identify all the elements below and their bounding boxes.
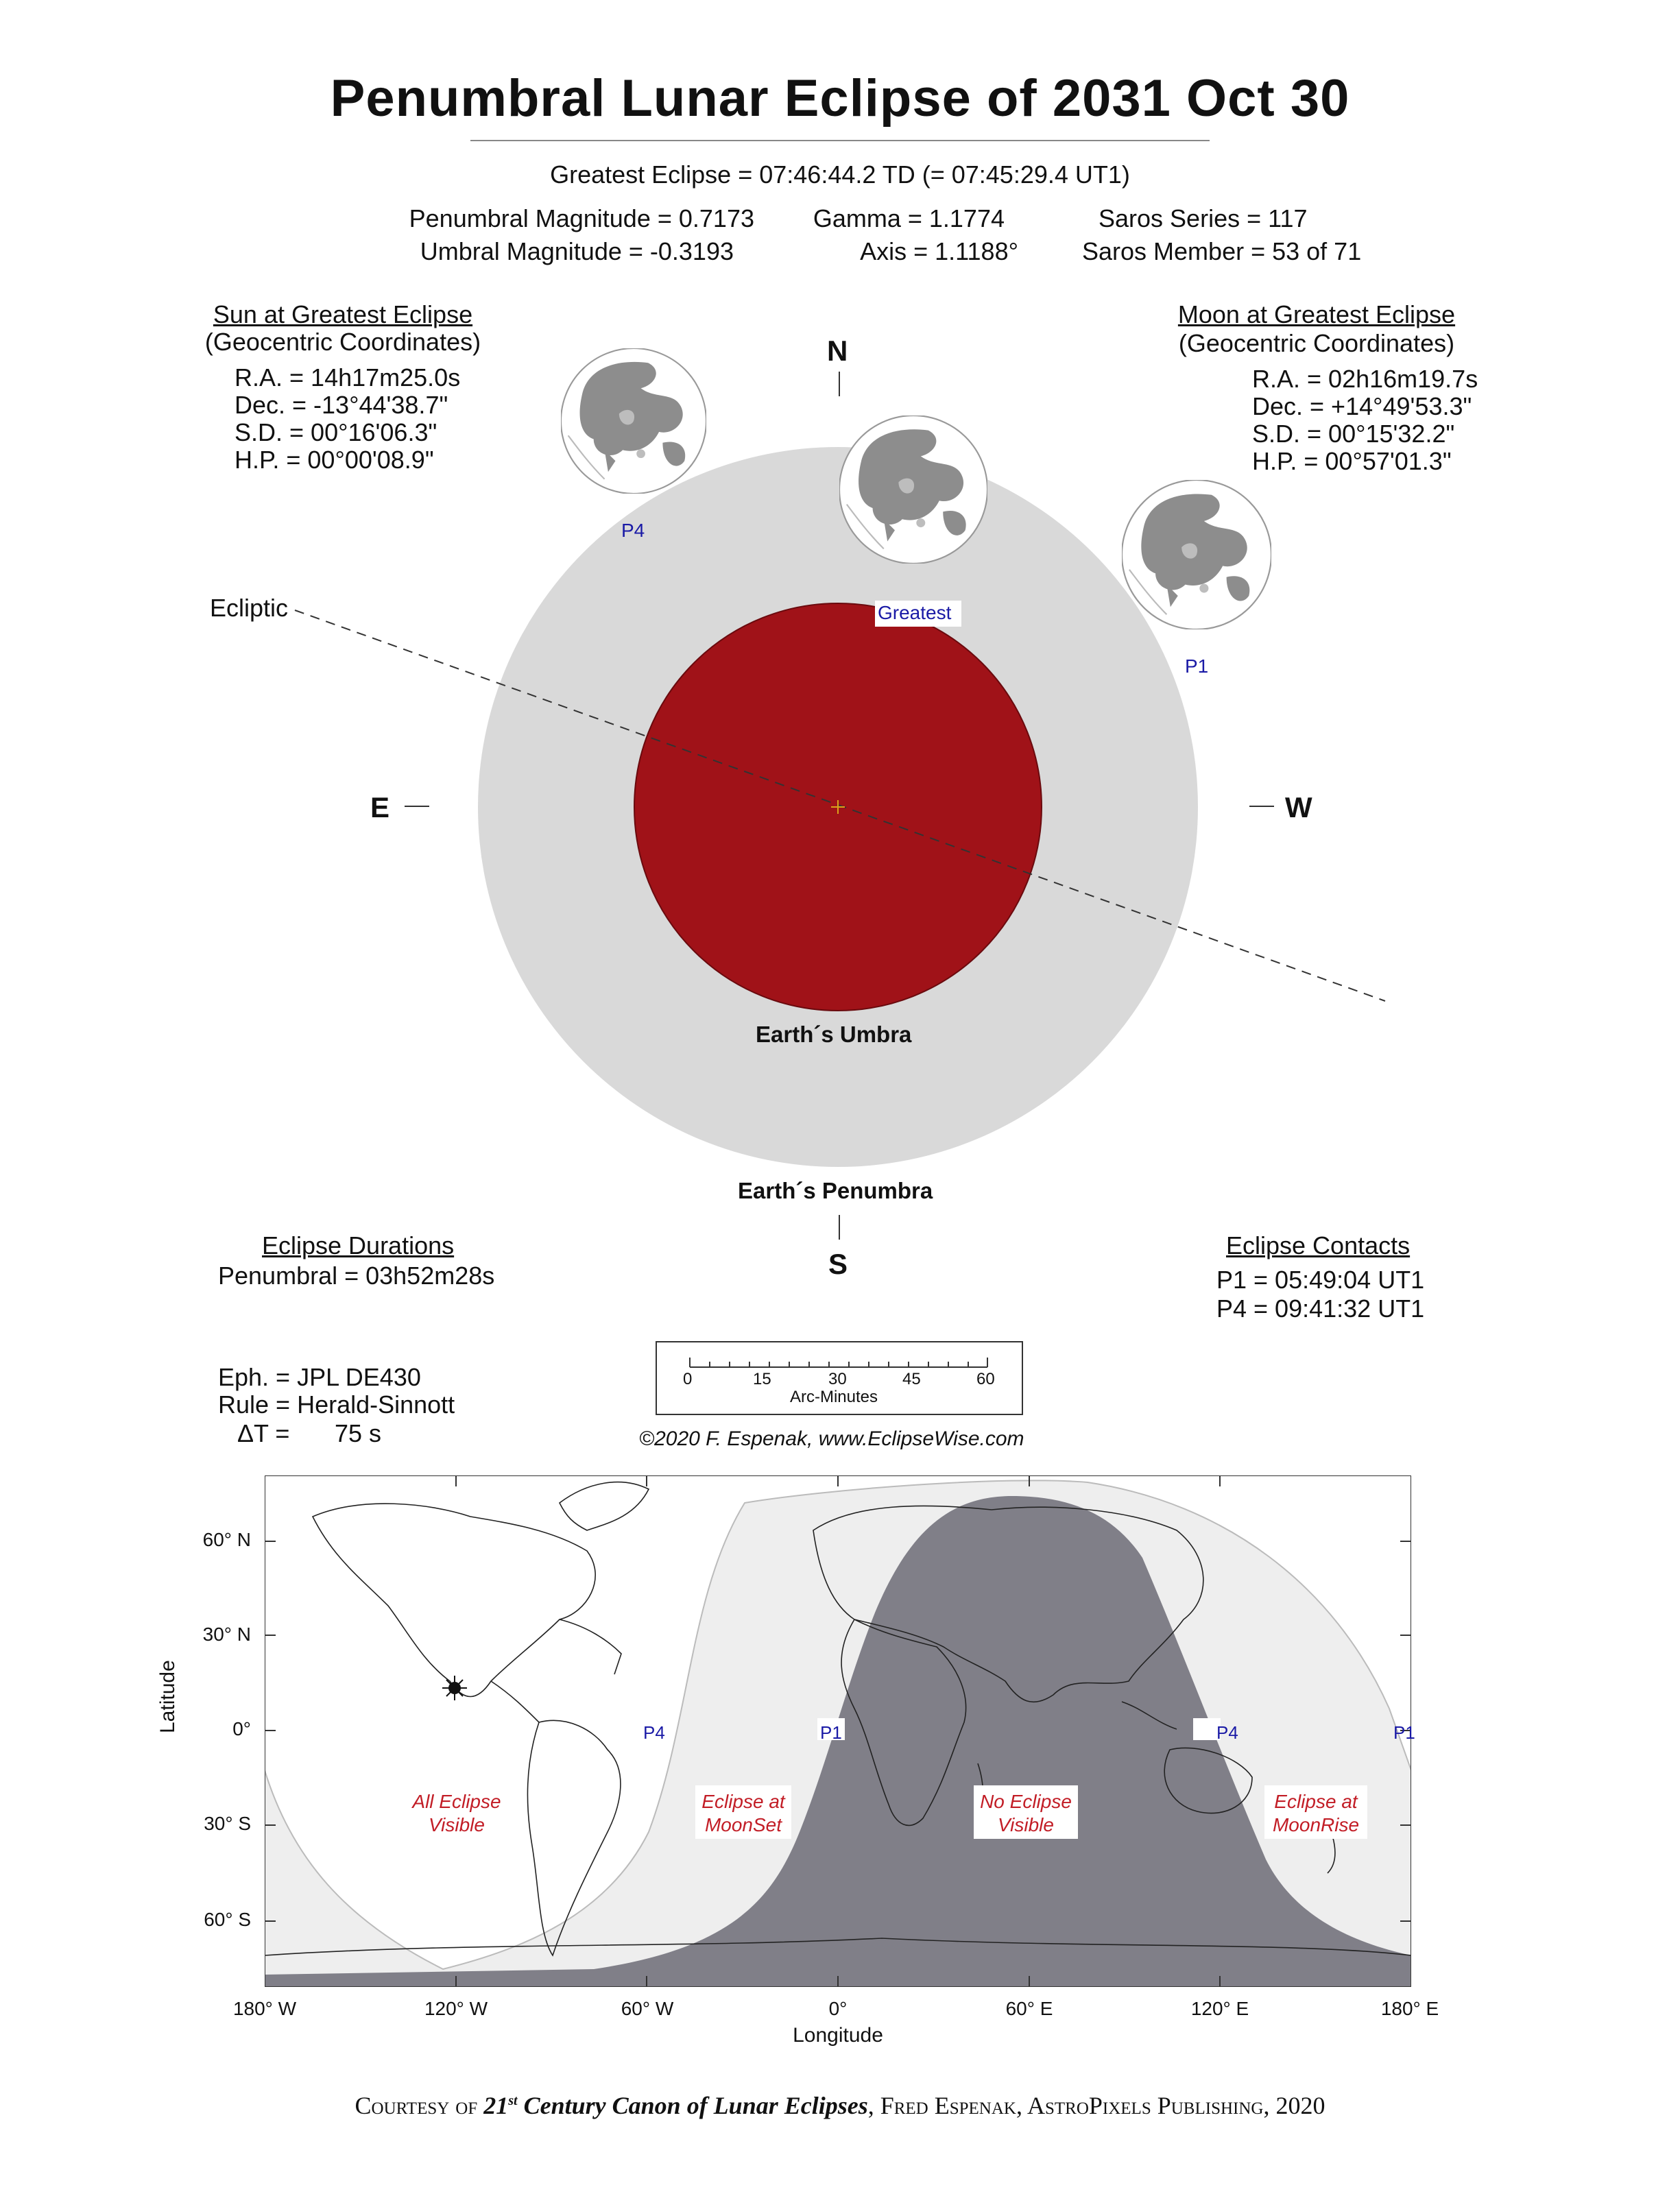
scale-tick-60: 60 [976, 1370, 995, 1388]
saros-series: Saros Series = 117 [1099, 204, 1308, 232]
copyright: ©2020 F. Espenak, www.EclipseWise.com [639, 1427, 1024, 1450]
lat-tick-30s: 30° S [204, 1813, 251, 1834]
moon-hp: H.P. = 00°57'01.3" [1252, 447, 1452, 475]
credit-rest: , Fred Espenak, AstroPixels Publishing, 2020 [867, 2092, 1325, 2119]
moon-heading: Moon at Greatest Eclipse [1177, 300, 1456, 328]
page-title: Penumbral Lunar Eclipse of 2031 Oct 30 [330, 69, 1350, 128]
map-marker-p4-west: P4 [643, 1722, 665, 1743]
contact-p4: P4 = 09:41:32 UT1 [1216, 1294, 1425, 1323]
p4-moon-label: P4 [621, 520, 645, 541]
lon-tick-120w: 120° W [424, 1998, 488, 2019]
map-x-axis-label: Longitude [793, 2024, 883, 2047]
scale-tick-0: 0 [683, 1370, 693, 1388]
penumbral-magnitude: Penumbral Magnitude = 0.7173 [409, 204, 754, 232]
sun-subheading: (Geocentric Coordinates) [204, 328, 481, 356]
sun-hp: H.P. = 00°00'08.9" [235, 446, 434, 474]
lon-tick-0: 0° [828, 1998, 848, 2019]
delta-t-value: 75 s [335, 1419, 382, 1447]
umbra-label: Earth´s Umbra [756, 1022, 912, 1047]
delta-t-label: ΔT = [237, 1419, 290, 1447]
durations-heading: Eclipse Durations [262, 1231, 455, 1259]
contact-p1: P1 = 05:49:04 UT1 [1216, 1266, 1425, 1294]
region-no-eclipse-line1: No Eclipse [980, 1791, 1072, 1812]
credit-canon-number: 21 [483, 2092, 509, 2119]
lon-tick-60w: 60° W [621, 1998, 674, 2019]
map-marker-p1-west: P1 [820, 1722, 842, 1743]
region-all-eclipse-line2: Visible [429, 1814, 485, 1835]
scale-label: Arc-Minutes [789, 1388, 878, 1406]
scale-tick-30: 30 [828, 1370, 847, 1388]
region-moonset-line2: MoonSet [704, 1814, 782, 1835]
region-no-eclipse-line2: Visible [998, 1814, 1054, 1835]
credit-line [0, 2091, 1680, 2120]
moon-ra: R.A. = 02h16m19.7s [1252, 365, 1478, 393]
region-moonset-line1: Eclipse at [701, 1791, 785, 1812]
moon-p4 [561, 348, 706, 494]
region-all-eclipse-line1: All Eclipse [412, 1791, 501, 1812]
lat-tick-60n: 60° N [202, 1529, 251, 1550]
credit-canon-title: Century Canon of Lunar Eclipses [517, 2092, 868, 2119]
moon-sd: S.D. = 00°15'32.2" [1252, 420, 1455, 448]
lat-tick-60s: 60° S [204, 1909, 251, 1930]
greatest-moon-label: Greatest [878, 602, 952, 623]
map-marker-p4-east: P4 [1216, 1722, 1238, 1743]
sun-sd: S.D. = 00°16'06.3" [235, 418, 437, 446]
penumbral-duration: Penumbral = 03h52m28s [218, 1262, 495, 1290]
scale-tick-45: 45 [902, 1370, 921, 1388]
lat-tick-30n: 30° N [202, 1624, 251, 1645]
south-label: S [828, 1248, 848, 1280]
map-y-axis-label: Latitude [156, 1660, 179, 1733]
lon-tick-180e: 180° E [1380, 1998, 1439, 2019]
ephemeris: Eph. = JPL DE430 [218, 1363, 421, 1391]
umbral-magnitude: Umbral Magnitude = -0.3193 [420, 237, 734, 265]
lat-tick-0: 0° [232, 1718, 251, 1739]
scale-tick-15: 15 [753, 1370, 771, 1388]
moon-greatest [839, 415, 987, 564]
map-marker-p1-east: P1 [1393, 1722, 1415, 1743]
lon-tick-60e: 60° E [1005, 1998, 1053, 2019]
ecliptic-label: Ecliptic [210, 594, 289, 622]
rule: Rule = Herald-Sinnott [218, 1390, 455, 1419]
credit-canon-suffix: st [508, 2093, 518, 2108]
sun-ra: R.A. = 14h17m25.0s [235, 363, 461, 391]
moon-subheading: (Geocentric Coordinates) [1178, 329, 1455, 357]
lon-tick-180w: 180° W [232, 1998, 297, 2019]
sun-dec: Dec. = -13°44'38.7" [235, 391, 448, 419]
north-label: N [827, 335, 848, 367]
moon-p1 [1122, 480, 1271, 629]
penumbra-label: Earth´s Penumbra [738, 1178, 933, 1203]
east-label: E [370, 791, 390, 823]
axis-value: Axis = 1.1188° [860, 237, 1018, 265]
region-moonrise-line2: MoonRise [1272, 1814, 1360, 1835]
credit-courtesy: Courtesy of [355, 2092, 484, 2119]
sun-heading: Sun at Greatest Eclipse [213, 300, 473, 328]
greatest-eclipse-text: Greatest Eclipse = 07:46:44.2 TD (= 07:45:29.4 UT1) [550, 160, 1130, 189]
gamma-value: Gamma = 1.1774 [813, 204, 1005, 232]
moon-dec: Dec. = +14°49'53.3" [1252, 392, 1472, 420]
contacts-heading: Eclipse Contacts [1226, 1231, 1411, 1259]
lon-tick-120e: 120° E [1190, 1998, 1249, 2019]
region-moonrise-line1: Eclipse at [1274, 1791, 1358, 1812]
p1-moon-label: P1 [1185, 655, 1209, 677]
saros-member: Saros Member = 53 of 71 [1082, 237, 1362, 265]
west-label: W [1285, 791, 1312, 823]
